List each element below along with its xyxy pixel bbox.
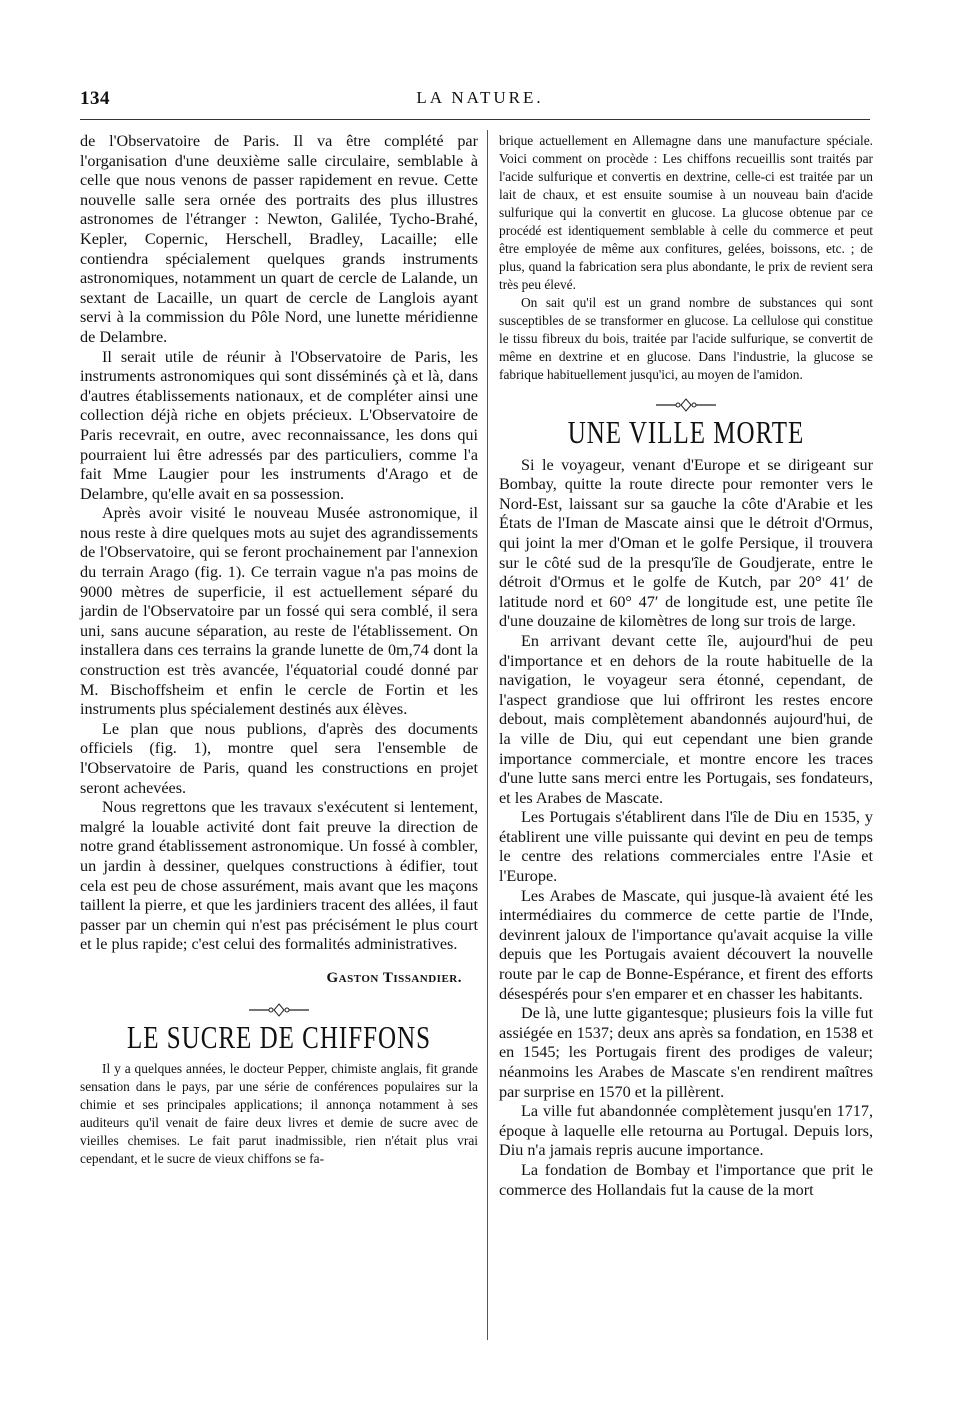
article-title: UNE VILLE MORTE: [567, 416, 805, 451]
paragraph: De là, une lutte gigantesque; plusieurs fois la ville fut assiégée en 1537; deux ans après sa fondation, en 1538 et en 1545; les Portugais firent des prodiges de valeur; néanmoins les Arabes de Mascate s'en rendirent maîtres par surprise en 1570 et la pillèrent.: [499, 1004, 873, 1101]
paragraph: brique actuellement en Allemagne dans une manufacture spéciale. Voici comment on procède : Les chiffons recueillis sont traités par l'acide sulfurique et convertis en dextrine, celle-ci est traitée par un lait de chaux, et est ensuite soumise à un nouveau bain d'acide sulfurique qui la convertit en glucose. La glucose obtenue par ce procédé est identiquement semblable à celle du commerce et peut être employée de même aux confitures, gelées, boissons, etc. ; de plus, quand la fabrication sera plus abondante, le prix de revient sera très peu élevé.: [499, 133, 873, 292]
paragraph: de l'Observatoire de Paris. Il va être complété par l'organisation d'une deuxième salle circulaire, semblable à celle que nous venons de passer rapidement en revue. Cette nouvelle salle sera ornée des portraits des plus illustres astronomes de l'étranger : Newton, Galilée, Tycho-Brahé, Kepler, Copernic, Herschell, Bradley, Lacaille; elle contiendra spécialement quelques grands instruments astronomiques, notamment un quart de cercle de Lalande, un sextant de Lacaille, un quart de cercle de Langlois ayant servi à la commission du Pôle Nord, une lunette méridienne de Delambre.: [80, 132, 478, 346]
column-divider: [487, 130, 488, 1340]
paragraph: Après avoir visité le nouveau Musée astronomique, il nous reste à dire quelques mots au sujet des agrandissements de l'Observatoire, qui se feront prochainement par l'annexion du terrain Arago (fig. 1). Ce terrain vague n'a pas moins de 9000 mètres de superficie, il est actuellement séparé du jardin de l'Observatoire par un fossé qui sera comblé, il sera uni, sans aucune séparation, au reste de l'établissement. On installera dans ces terrains la grande lunette de 0m,74 dont la construction est très avancée, l'équatorial coudé donné par M. Bischoffsheim et enfin le cercle de Fortin et les instruments plus spécialement destinés aux élèves.: [80, 504, 478, 719]
diamond-ornament-icon: [499, 398, 873, 412]
diamond-ornament-icon: [80, 1003, 478, 1017]
header-rule: [80, 119, 870, 120]
paragraph: Il serait utile de réunir à l'Observatoire de Paris, les instruments astronomiques qui sont disséminés çà et là, dans d'autres établissements nationaux, et de compléter ainsi une collection déjà riche en objets précieux. L'Observatoire de Paris recevrait, en outre, avec reconnaissance, les dons qui pourraient lui être adressés par des particuliers, comme l'a fait Mme Laugier pour les instruments d'Arago et de Delambre, qu'elle avait en sa possession.: [80, 347, 478, 503]
paragraph: Il y a quelques années, le docteur Pepper, chimiste anglais, fit grande sensation dans le pays, par une série de conférences populaires sur la chimie et ses principales applications; il annonça notamment à ses auditeurs qu'il venait de faire deux livres et demie de sucre avec de vieilles chemises. Le fait parut inadmissible, rien n'était plus vrai cependant, et le sucre de vieux chiffons se fa-: [80, 1061, 478, 1167]
paragraph: La ville fut abandonnée complètement jusqu'en 1717, époque à laquelle elle retourna au Portugal. Depuis lors, Diu n'a jamais repris aucune importance.: [499, 1102, 873, 1160]
paragraph: La fondation de Bombay et l'importance que prit le commerce des Hollandais fut la cause de la mort: [499, 1160, 873, 1199]
author-signature: Gaston Tissandier.: [326, 969, 462, 986]
paragraph: Les Portugais s'établirent dans l'île de Diu en 1535, y établirent une ville puissante qui devint en peu de temps le centre des relations commerciales entre l'Asie et l'Europe.: [499, 808, 873, 886]
paragraph: Si le voyageur, venant d'Europe et se dirigeant sur Bombay, quitte la route directe pour remonter vers le Nord-Est, laissant sur sa gauche la côte d'Arabie et les États de l'Iman de Mascate ainsi que le détroit d'Ormus, qui joint la mer d'Oman et le golfe Persique, il trouvera sur le côté sud de la presqu'île de Goudjerate, entre le détroit d'Ormus et le golfe de Kutch, par 20° 41′ de latitude nord et 60° 47′ de longitude est, une petite île d'une douzaine de kilomètres de long sur trois de large.: [499, 455, 873, 631]
paragraph: Les Arabes de Mascate, qui jusque-là avaient été les intermédiaires du commerce de cette partie de l'Inde, devinrent jaloux de l'importance qu'avait acquise la ville depuis que les Portugais avaient découvert la nouvelle route par le cap de Bonne-Espérance, et firent des efforts désespérés pour s'en emparer et en chasser les habitants.: [499, 886, 873, 1003]
left-column: [80, 132, 478, 1168]
paragraph: Le plan que nous publions, d'après des documents officiels (fig. 1), montre quel sera l'ensemble de l'Observatoire de Paris, quand les constructions en projet seront achevées.: [80, 719, 478, 797]
page-number: 134: [80, 88, 110, 109]
journal-title: LA NATURE.: [416, 88, 544, 107]
paragraph: On sait qu'il est un grand nombre de substances qui sont susceptibles de se transformer en glucose. La cellulose qui constitue le tissu fibreux du bois, traitée par l'acide sulfurique, se convertit de même en dextrine et en glucose. Dans l'industrie, la glucose se fabrique habituellement jusqu'ici, au moyen de l'amidon.: [499, 295, 873, 382]
article-title: LE SUCRE DE CHIFFONS: [126, 1021, 432, 1055]
paragraph: Nous regrettons que les travaux s'exécutent si lentement, malgré la louable activité dont fait preuve la direction de notre grand établissement astronomique. Un fossé à combler, un jardin à dessiner, quelques constructions à édifier, tout cela est peu de chose assurément, mais avant que les maçons taillent la pierre, et que les jardiniers tracent des allées, il faut passer par un chemin qui n'est pas précisément le plus court et le plus rapide; c'est celui des formalités administratives.: [80, 798, 478, 954]
running-head: [80, 88, 880, 112]
paragraph: En arrivant devant cette île, aujourd'hui de peu d'importance et en dehors de la route habituelle de la navigation, le voyageur sera étonné, cependant, de l'aspect grandiose que lui offriront les restes encore debout, mais complètement abandonnés aujourd'hui, de la ville de Diu, qui eut cependant une bien grande importance commerciale, et montre encore les traces d'une lutte sans merci entre les Portugais, ses fondateurs, et les Arabes de Mascate.: [499, 631, 873, 807]
right-column: [499, 132, 873, 1200]
